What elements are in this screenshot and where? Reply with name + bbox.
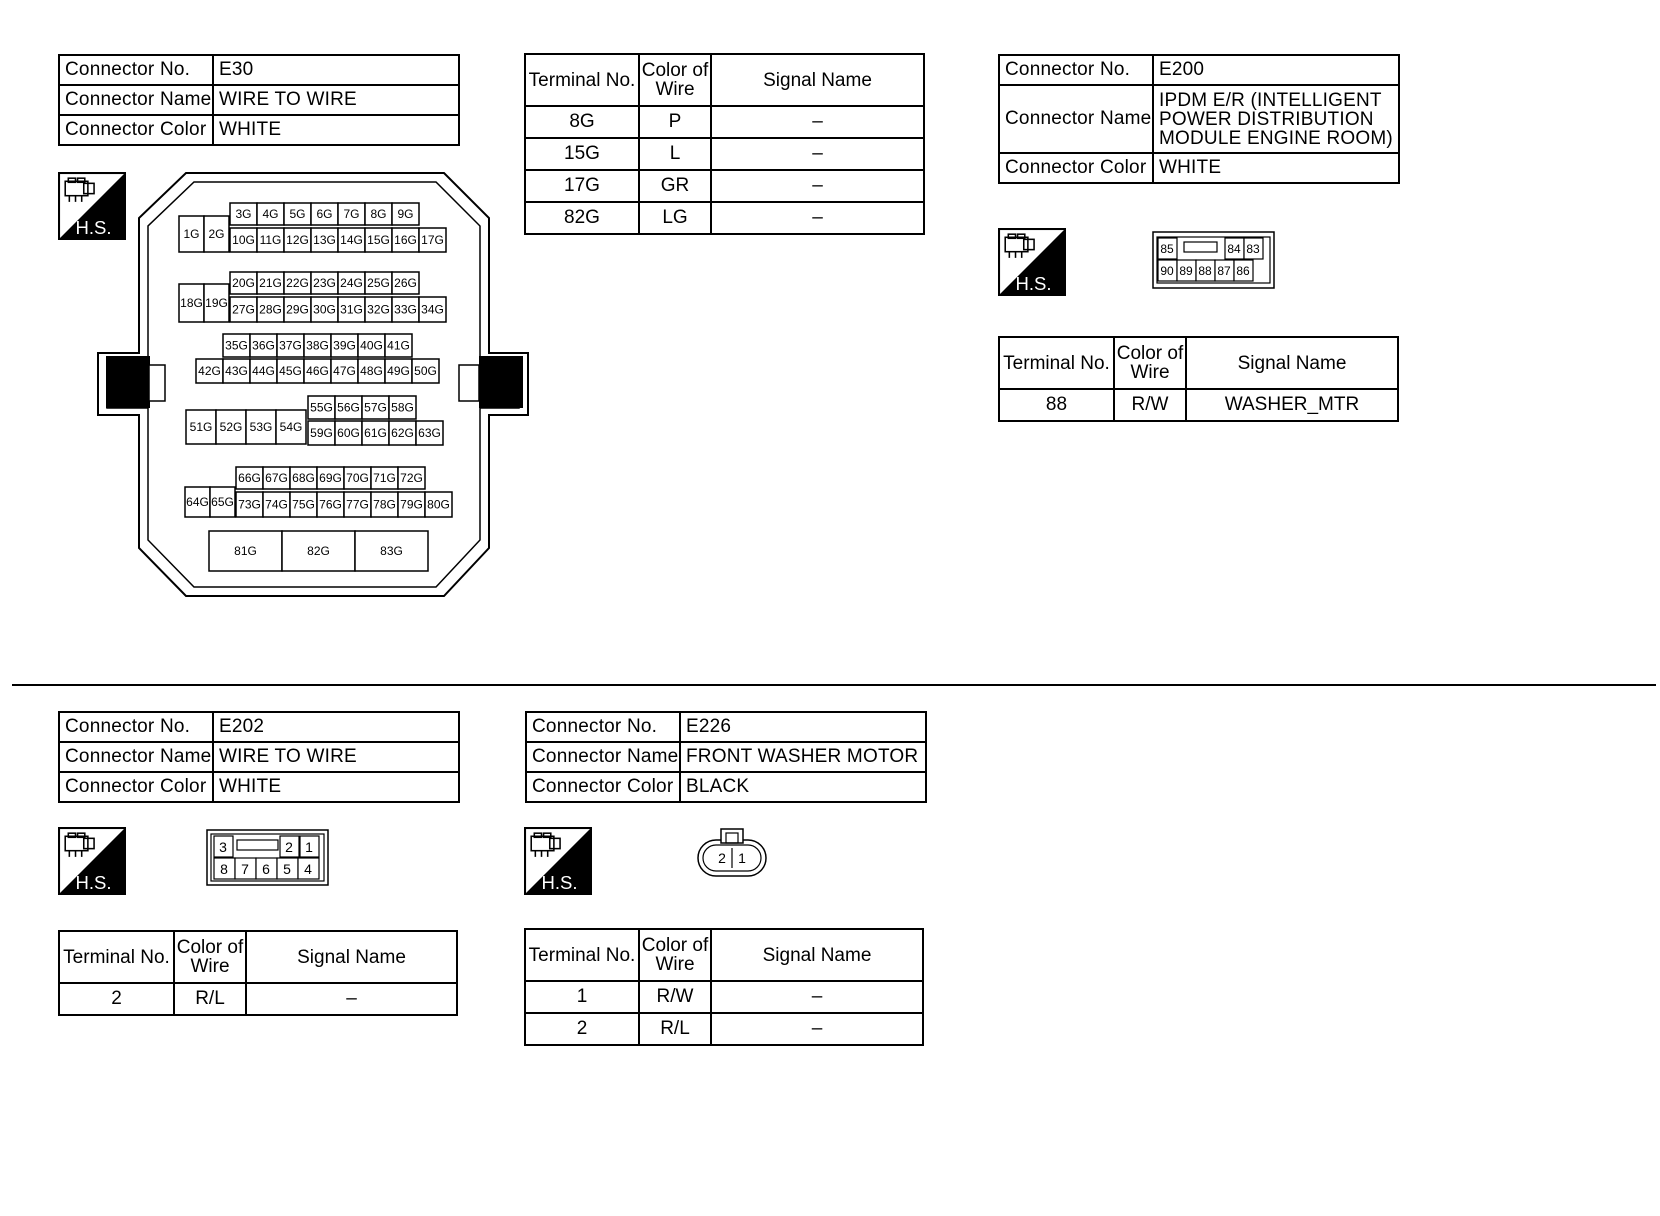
cavity-label: 8G: [370, 207, 387, 221]
cavity-label: 83G: [380, 544, 403, 558]
cavity-label: 81G: [234, 544, 257, 558]
cavity-label: 76G: [319, 497, 342, 512]
cavity-label: 83: [1246, 242, 1260, 256]
connector-no-value: E200: [1153, 55, 1399, 85]
cavity-label: 28G: [259, 302, 282, 317]
cavity-label: 58G: [391, 400, 414, 415]
cavity-label: 8: [220, 861, 228, 877]
connector-no-value: E202: [213, 712, 459, 742]
cavity-label: 1G: [183, 227, 200, 241]
hs-label: H.S.: [75, 216, 112, 238]
table-row: 15G L –: [525, 138, 924, 170]
cavity-label: 54G: [279, 420, 303, 434]
e202-terminal-table: [58, 930, 458, 1016]
connector-color-label: Connector Color: [59, 772, 213, 802]
cavity-label: 2: [718, 850, 726, 866]
cavity-label: 59G: [310, 426, 333, 440]
cavity-label: 3: [219, 839, 227, 855]
cavity-label: 63G: [418, 426, 441, 440]
terminal-no-header: Terminal No.: [525, 929, 639, 981]
connector-name-label: Connector Name: [59, 85, 213, 115]
cavity-label: 79G: [400, 497, 423, 512]
cavity-label: 62G: [391, 426, 414, 440]
cavity-label: 80G: [427, 497, 450, 512]
cavity-label: 2G: [208, 227, 225, 241]
cavity-label: 74G: [265, 497, 288, 512]
e30-terminal-table: [524, 53, 925, 235]
cavity-label: 77G: [346, 497, 369, 512]
right-latch: [479, 356, 523, 408]
connector-name-label: Connector Name: [59, 742, 213, 772]
terminal-no-header: Terminal No.: [999, 337, 1114, 389]
cavity-label: 41G: [387, 338, 410, 353]
wire-color-header: Color of Wire: [639, 929, 711, 981]
terminal-no-header: Terminal No.: [525, 54, 639, 106]
cavity-label: 73G: [238, 497, 261, 512]
cavity-label: 24G: [340, 276, 363, 290]
table-row: 17G GR –: [525, 170, 924, 202]
e226-info-table: [525, 711, 927, 803]
table-row: 88 R/W WASHER_MTR: [999, 389, 1398, 421]
cavity-label: 87: [1217, 264, 1231, 278]
table-row: 2 R/L –: [525, 1013, 923, 1045]
connector-no-label: Connector No.: [999, 55, 1153, 85]
wire-color-header: Color of Wire: [1114, 337, 1186, 389]
cavity-label: 20G: [232, 276, 255, 290]
section-divider: [12, 684, 1656, 686]
svg-text:H.S.: H.S.: [541, 871, 578, 893]
cavity-label: 37G: [279, 338, 302, 353]
cavity-label: 4: [304, 861, 312, 877]
harness-side-icon: [524, 827, 592, 895]
cavity-label: 50G: [414, 364, 437, 378]
signal-name-header: Signal Name: [1186, 337, 1398, 389]
harness-side-icon: [58, 827, 126, 895]
connector-no-label: Connector No.: [526, 712, 680, 742]
cavity-label: 9G: [397, 207, 414, 221]
cavity-label: 52G: [219, 420, 243, 434]
cavity-label: 38G: [306, 338, 329, 353]
connector-name-value: WIRE TO WIRE: [213, 85, 459, 115]
cavity-label: 65G: [211, 495, 234, 509]
cavity-label: 23G: [313, 276, 336, 290]
cavity-label: 60G: [337, 426, 360, 440]
cavity-label: 15G: [367, 233, 390, 247]
e200-terminal-table: [998, 336, 1399, 422]
cavity-label: 3G: [235, 207, 252, 221]
cavity-label: 7G: [343, 207, 360, 221]
cavity-label: 71G: [373, 471, 396, 485]
cavity-label: 89: [1179, 264, 1193, 278]
cavity-label: 21G: [259, 276, 282, 290]
cavity-label: 66G: [238, 471, 261, 485]
cavity-label: 61G: [364, 426, 387, 440]
cavity-label: 32G: [367, 302, 390, 317]
cavity-label: 12G: [286, 233, 309, 247]
cavity-label: 68G: [292, 471, 315, 485]
table-row: 82G LG –: [525, 202, 924, 234]
cavity-label: 43G: [225, 364, 248, 378]
e226-terminal-table: [524, 928, 924, 1046]
connector-no-label: Connector No.: [59, 55, 213, 85]
cavity-label: 1: [305, 839, 313, 855]
cavity-label: 40G: [360, 338, 383, 353]
e30-info-table: [58, 54, 460, 146]
terminal-no-header: Terminal No.: [59, 931, 174, 983]
connector-color-value: BLACK: [680, 772, 926, 802]
cavity-label: 34G: [421, 302, 444, 317]
cavity-label: 48G: [360, 364, 383, 378]
cavity-label: 22G: [286, 276, 309, 290]
cavity-label: 18G: [180, 296, 203, 310]
cavity-label: 56G: [337, 400, 360, 415]
cavity-label: 46G: [306, 364, 329, 378]
harness-side-icon: [998, 228, 1066, 296]
e202-connector-face: [206, 829, 330, 887]
connector-name-value: IPDM E/R (INTELLIGENT POWER DISTRIBUTION MODULE ENGINE ROOM): [1153, 85, 1399, 153]
cavity-label: 35G: [225, 338, 248, 353]
cavity-label: 64G: [186, 495, 209, 509]
e30-connector-face: [94, 170, 534, 600]
table-row: 2 R/L –: [59, 983, 457, 1015]
connector-no-label: Connector No.: [59, 712, 213, 742]
signal-name-header: Signal Name: [711, 54, 924, 106]
cavity-label: 90: [1160, 264, 1174, 278]
cavity-label: 30G: [313, 302, 336, 317]
cavity-label: 16G: [394, 233, 417, 247]
cavity-label: 72G: [400, 471, 423, 485]
cavity-label: 44G: [252, 364, 275, 378]
cavity-label: 69G: [319, 471, 342, 485]
cavity-label: 7: [241, 861, 249, 877]
cavity-label: 57G: [364, 400, 387, 415]
cavity-label: 84: [1227, 242, 1241, 256]
cavity-label: 27G: [232, 302, 255, 317]
svg-text:H.S.: H.S.: [1015, 272, 1052, 294]
e202-info-table: [58, 711, 460, 803]
cavity-label: 51G: [189, 420, 213, 434]
connector-name-label: Connector Name: [999, 85, 1153, 153]
cavity-label: 5: [283, 861, 291, 877]
cavity-label: 13G: [313, 233, 336, 247]
connector-name-value: FRONT WASHER MOTOR: [680, 742, 926, 772]
connector-color-label: Connector Color: [59, 115, 213, 145]
cavity-label: 42G: [198, 364, 221, 378]
cavity-label: 10G: [232, 233, 255, 247]
cavity-label: 11G: [259, 233, 282, 247]
e200-info-table: [998, 54, 1400, 184]
connector-no-value: E30: [213, 55, 459, 85]
table-row: 8G P –: [525, 106, 924, 138]
wire-color-header: Color of Wire: [639, 54, 711, 106]
cavity-label: 36G: [252, 338, 275, 353]
cavity-label: 86: [1236, 264, 1250, 278]
cavity-label: 47G: [333, 364, 356, 378]
connector-no-value: E226: [680, 712, 926, 742]
svg-text:H.S.: H.S.: [75, 871, 112, 893]
connector-color-value: WHITE: [1153, 153, 1399, 183]
e226-connector-face: [696, 826, 770, 880]
cavity-label: 67G: [265, 471, 288, 485]
connector-name-value: WIRE TO WIRE: [213, 742, 459, 772]
cavity-label: 78G: [373, 497, 396, 512]
left-latch: [106, 356, 150, 408]
connector-color-label: Connector Color: [526, 772, 680, 802]
connector-name-label: Connector Name: [526, 742, 680, 772]
cavity-label: 31G: [340, 302, 363, 317]
cavity-label: 4G: [262, 207, 279, 221]
cavity-label: 14G: [340, 233, 363, 247]
signal-name-header: Signal Name: [711, 929, 923, 981]
cavity-label: 26G: [394, 276, 417, 290]
cavity-label: 55G: [310, 400, 333, 415]
cavity-label: 88: [1198, 264, 1212, 278]
connector-color-value: WHITE: [213, 772, 459, 802]
cavity-label: 39G: [333, 338, 356, 353]
table-row: 1 R/W –: [525, 981, 923, 1013]
cavity-label: 70G: [346, 471, 369, 485]
cavity-label: 19G: [205, 296, 228, 310]
wire-color-header: Color of Wire: [174, 931, 246, 983]
cavity-label: 29G: [286, 302, 309, 317]
cavity-label: 6G: [316, 207, 333, 221]
connector-color-value: WHITE: [213, 115, 459, 145]
cavity-label: 53G: [249, 420, 273, 434]
cavity-label: 33G: [394, 302, 417, 317]
cavity-label: 6: [262, 861, 270, 877]
cavity-label: 82G: [307, 544, 330, 558]
cavity-label: 5G: [289, 207, 306, 221]
cavity-label: 1: [738, 850, 746, 866]
cavity-label: 17G: [421, 233, 444, 247]
cavity-label: 49G: [387, 364, 410, 378]
cavity-label: 2: [285, 839, 293, 855]
e200-connector-face: [1152, 231, 1276, 291]
signal-name-header: Signal Name: [246, 931, 457, 983]
cavity-label: 45G: [279, 364, 302, 378]
connector-color-label: Connector Color: [999, 153, 1153, 183]
cavity-label: 85: [1160, 242, 1174, 256]
cavity-label: 25G: [367, 276, 390, 290]
cavity-label: 75G: [292, 497, 315, 512]
